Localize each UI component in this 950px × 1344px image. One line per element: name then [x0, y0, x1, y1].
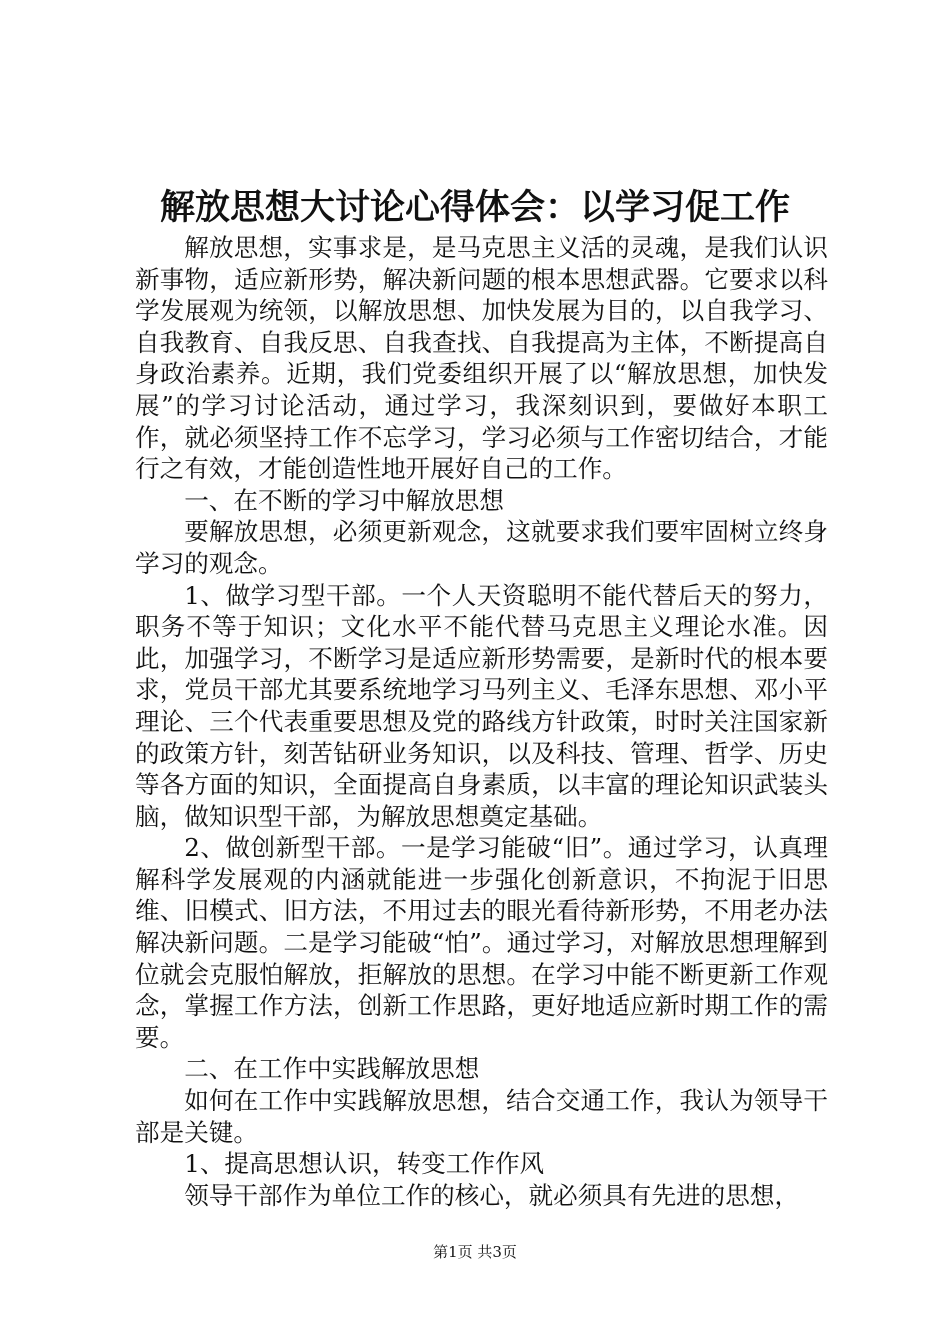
paragraph-leadership: 领导干部作为单位工作的核心，就必须具有先进的思想，: [184, 1180, 800, 1210]
section-heading-1: 一、在不断的学习中解放思想: [184, 485, 504, 515]
paragraph-learning-cadre: 1、做学习型干部。一个人天资聪明不能代替后天的努力，职务不等于知识；文化水平不能代替马克思主义理论水准。因此，加强学习，不断学习是适应新形势需要，是新时代的根本要求，党员干部尤其要系统地学习马列主义、毛泽东思想、邓小平理论、三个代表重要思想及党的路线方针政策，时时关注国家新的政策方针，刻苦钻研业务知识，以及科技、管理、哲学、历史等各方面的知识，全面提高自身素质，以丰富的理论知识武装头脑，做知识型干部，为解放思想奠定基础。: [135, 580, 828, 831]
paragraph-intro: 解放思想，实事求是，是马克思主义活的灵魂，是我们认识新事物，适应新形势，解决新问题的根本思想武器。它要求以科学发展观为统领，以解放思想、加快发展为目的，以自我学习、自我教育、自我反思、自我查找、自我提高为主体，不断提高自身政治素养。近期，我们党委组织开展了以“解放思想，加快发展”的学习讨论活动，通过学习，我深刻识到，要做好本职工作，就必须坚持工作不忘学习，学习必须与工作密切结合，才能行之有效，才能创造性地开展好自己的工作。: [135, 233, 828, 484]
document-body: [135, 232, 828, 1211]
paragraph-section-2-intro: 如何在工作中实践解放思想，结合交通工作，我认为领导干部是关键。: [135, 1086, 828, 1147]
document-title: 解放思想大讨论心得体会：以学习促工作: [159, 187, 790, 228]
paragraph-innovative-cadre: 2、做创新型干部。一是学习能破“旧”。通过学习，认真理解科学发展观的内涵就能进一步强化创新意识，不拘泥于旧思维、旧模式、旧方法，不用过去的眼光看待新形势，不用老办法解决新问题。二是学习能破“怕”。通过学习，对解放思想理解到位就会克服怕解放，拒解放的思想。在学习中能不断更新工作观念，掌握工作方法，创新工作思路，更好地适应新时期工作的需要。: [135, 833, 828, 1052]
paragraph-section-1-intro: 要解放思想，必须更新观念，这就要求我们要牢固树立终身学习的观念。: [135, 517, 828, 578]
section-heading-2: 二、在工作中实践解放思想: [184, 1054, 480, 1084]
subheading-1: 1、提高思想认识，转变工作作风: [184, 1149, 545, 1179]
page-number-footer: 第1页 共3页: [433, 1243, 517, 1261]
